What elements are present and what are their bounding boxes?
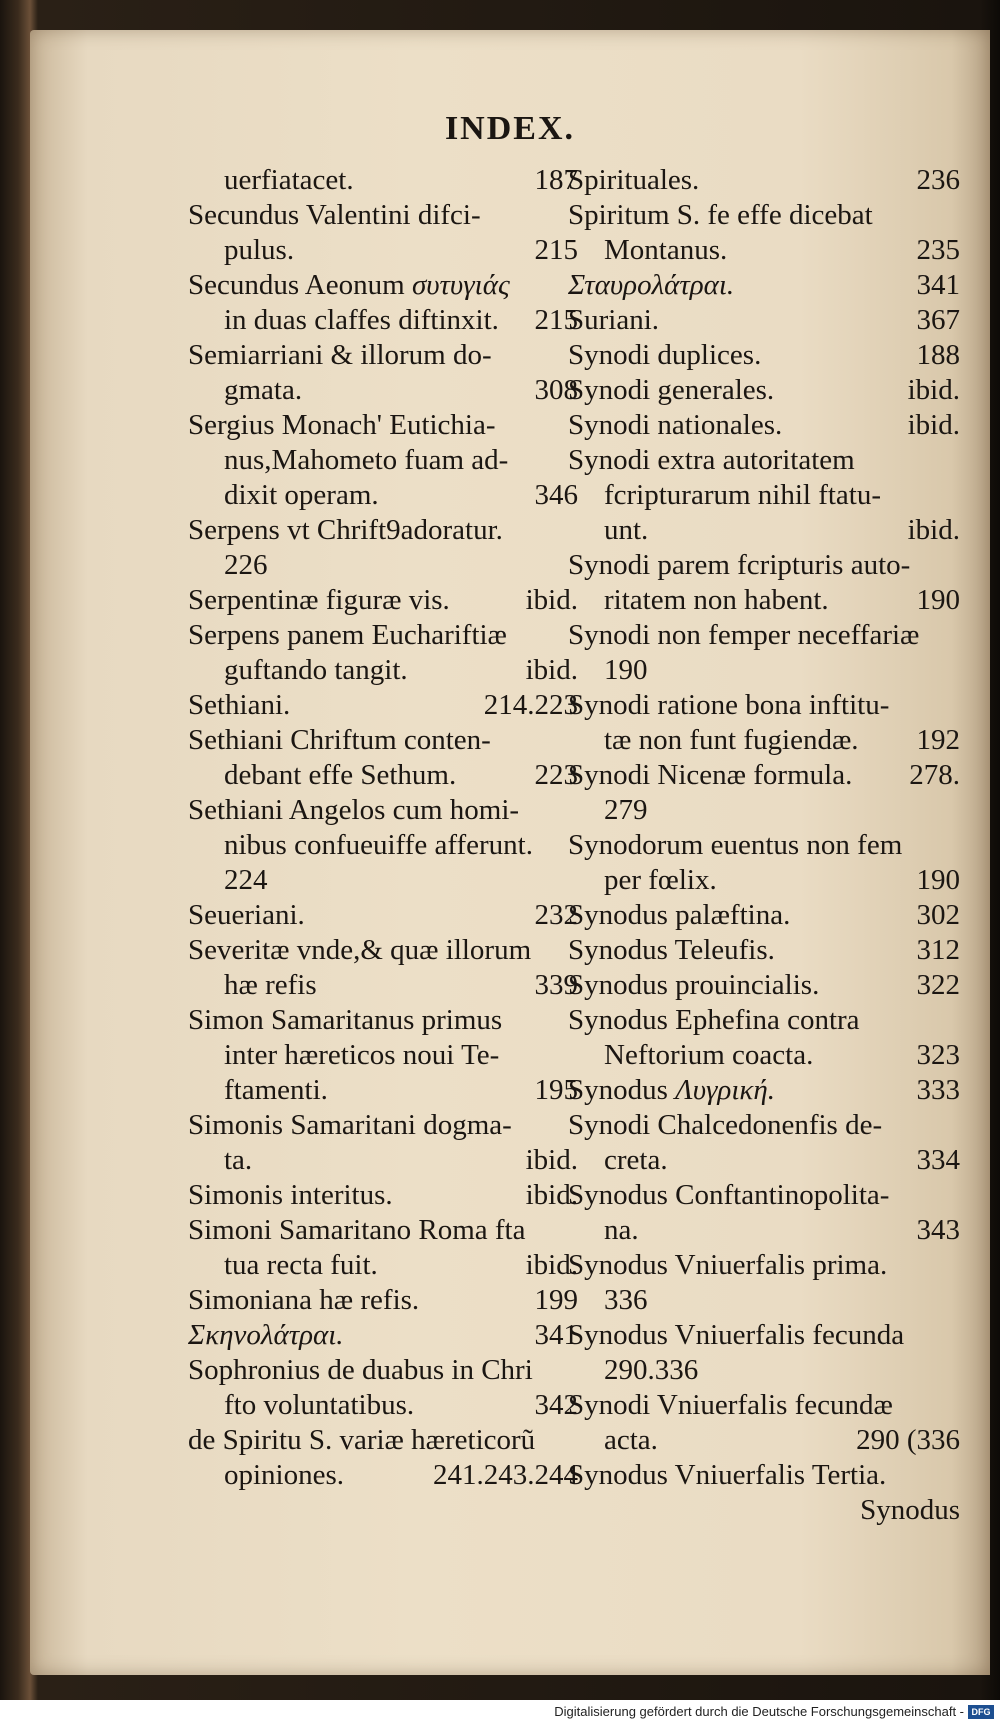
entry-text [604,1353,698,1388]
entry-page-number: 235 [916,234,960,266]
entry-label: 224 [224,864,268,896]
entry-page-number: 195 [534,1074,578,1106]
index-entry [568,198,960,233]
entry-text [604,793,648,828]
entry-page-number: 308 [534,374,578,406]
index-entry [188,443,578,478]
entry-label: gmata. [224,374,303,406]
entry-label: 336 [604,1284,648,1316]
entry-label: Montanus. [604,234,728,266]
entry-label: Synodus Conftantinopolita- [568,1179,890,1211]
page-title: INDEX. [444,110,576,147]
index-entry [568,1073,960,1108]
index-entry [568,758,960,793]
entry-text [568,1458,886,1493]
index-entry [568,1423,960,1458]
entry-text [568,443,855,478]
index-entry [188,1318,578,1353]
entry-label: guftando tangit. [224,654,408,686]
entry-page-number: 341 [534,1319,578,1351]
entry-text [188,933,531,968]
entry-label: Semiarriani & illorum do- [188,339,492,371]
index-entry [568,373,960,408]
entry-text [568,1318,904,1353]
entry-label: 279 [604,794,648,826]
index-entry [568,338,960,373]
index-entry [188,1248,578,1283]
index-entry [568,1003,960,1038]
entry-text [188,268,510,303]
entry-text [224,443,508,478]
entry-page-number: 323 [916,1039,960,1071]
index-entry [188,1108,578,1143]
entry-text [188,1178,393,1213]
entry-label: dixit operam. [224,479,379,511]
entry-label: Suriani. [568,304,660,336]
entry-text [224,1458,344,1493]
entry-label: ftamenti. [224,1074,328,1106]
entry-text [188,793,519,828]
entry-label: fcripturarum nihil ftatu- [604,479,882,511]
entry-text [604,723,859,758]
entry-page-number: 214.223 [483,689,578,721]
entry-label: Sophronius de duabus in Chri [188,1354,533,1386]
entry-text [604,233,727,268]
entry-text [224,1073,328,1108]
entry-label: ta. [224,1144,253,1176]
entry-text [604,1038,813,1073]
entry-page-number: 334 [916,1144,960,1176]
entry-text [568,898,790,933]
entry-text [188,898,305,933]
entry-label: Synodus palæftina. [568,899,791,931]
entry-label: Simon Samaritanus primus [188,1004,503,1036]
index-entry [568,268,960,303]
index-entry [568,1143,960,1178]
entry-page-number: 290 (336 [856,1424,960,1456]
entry-label: nibus confueuiffe afferunt. [224,829,533,861]
entry-text [224,653,408,688]
index-entry [188,758,578,793]
entry-label: in duas claffes diftinxit. [224,304,499,336]
index-entry [188,1458,578,1493]
entry-text [568,1178,889,1213]
index-entry [568,1178,960,1213]
index-entry [188,1388,578,1423]
entry-label: Simoni Samaritano Roma fta [188,1214,526,1246]
index-entry [188,163,578,198]
entry-page-number: ibid. [525,654,578,686]
entry-text [224,758,456,793]
index-entry [568,163,960,198]
index-entry [188,1143,578,1178]
entry-label: hæ refis [224,969,317,1001]
index-entry [188,1003,578,1038]
entry-page-number: 346 [534,479,578,511]
index-entry [188,863,578,898]
entry-label: Spiritum S. fe effe dicebat [568,199,873,231]
entry-text [224,233,294,268]
catchword-row [568,1493,960,1528]
entry-label: Serpentinæ figuræ vis. [188,584,450,616]
entry-text [224,163,354,198]
entry-page-number: 322 [916,969,960,1001]
entry-page-number: 215 [534,234,578,266]
index-entry [568,688,960,723]
entry-text [604,1283,648,1318]
entry-text [604,583,829,618]
entry-text [224,373,302,408]
index-entry [188,933,578,968]
entry-text [604,1213,639,1248]
entry-text [604,653,648,688]
entry-label: Synodus [568,1074,668,1106]
entry-text [188,618,507,653]
entry-label: Synodi parem fcripturis auto- [568,549,911,581]
entry-label: Simoniana hæ refis. [188,1284,420,1316]
entry-text [224,303,499,338]
entry-text [224,968,317,1003]
entry-page-number: 188 [916,339,960,371]
index-entry [568,1038,960,1073]
entry-label: Synodus Teleufis. [568,934,775,966]
entry-label: debant effe Sethum. [224,759,457,791]
entry-text [568,618,919,653]
entry-page-number: 343 [916,1214,960,1246]
index-entry [568,513,960,548]
entry-text [224,1388,414,1423]
entry-text [188,723,491,758]
entry-text [188,198,481,233]
index-entry [568,478,960,513]
entry-text [568,268,734,303]
index-entry [568,583,960,618]
entry-label: Sethiani Chriftum conten- [188,724,491,756]
entry-page-number: ibid. [525,1144,578,1176]
entry-text [188,1318,344,1353]
index-right-column [568,163,960,1528]
dfg-logo: DFG [968,1705,994,1719]
index-entry [188,233,578,268]
entry-label: Synodi ratione bona inftitu- [568,689,890,721]
entry-label: creta. [604,1144,668,1176]
entry-text [188,1283,419,1318]
entry-label: Synodi non femper neceffariæ [568,619,920,651]
entry-text [224,478,379,513]
entry-text [604,863,717,898]
entry-label: Synodi Chalcedonenfis de- [568,1109,883,1141]
entry-page-number: ibid. [907,374,960,406]
index-entry [188,303,578,338]
entry-text [568,1073,775,1108]
entry-page-number: 192 [916,724,960,756]
entry-label: Synodus Vniuerfalis fecunda [568,1319,905,1351]
index-entry [568,1213,960,1248]
entry-label: Secundus Aeonum [188,269,405,301]
index-entry [568,443,960,478]
entry-page-number: 232 [534,899,578,931]
entry-page-number: ibid. [907,514,960,546]
index-entry [568,968,960,1003]
index-entry [188,1283,578,1318]
entry-label: Synodus Vniuerfalis Tertia. [568,1459,887,1491]
index-entry [568,408,960,443]
entry-label: 226 [224,549,268,581]
index-entry [188,968,578,1003]
entry-text [568,338,761,373]
entry-text [568,1248,887,1283]
index-entry [568,1458,960,1493]
entry-page-number: 190 [916,864,960,896]
entry-label: Secundus Valentini difci- [188,199,481,231]
entry-page-number: 187 [534,164,578,196]
index-entry [188,898,578,933]
entry-text [568,373,774,408]
entry-text [568,408,782,443]
index-entry [568,723,960,758]
entry-label: Serpens vt Chrift9adoratur. [188,514,503,546]
entry-label: nus,Mahometo fuam ad- [224,444,509,476]
index-entry [568,1283,960,1318]
entry-page-number: 215 [534,304,578,336]
entry-label: Synodi duplices. [568,339,762,371]
entry-label: ritatem non habent. [604,584,829,616]
entry-label: Synodorum euentus non fem [568,829,903,861]
entry-greek-term: Σκηνολάτραι. [188,1319,344,1351]
entry-text [568,548,910,583]
entry-text [568,1003,860,1038]
entry-page-number: 302 [916,899,960,931]
entry-label: Synodi nationales. [568,409,783,441]
index-entry [568,898,960,933]
entry-label: inter hæreticos noui Te- [224,1039,500,1071]
index-entry [568,303,960,338]
entry-greek-term: Λυγρική. [675,1074,775,1106]
entry-label: Synodus Ephefina contra [568,1004,860,1036]
index-entry [568,1108,960,1143]
entry-label: na. [604,1214,639,1246]
index-entry [188,548,578,583]
entry-page-number: ibid. [525,1249,578,1281]
entry-page-number: ibid. [907,409,960,441]
entry-page-number: 199 [534,1284,578,1316]
entry-label: Synodus prouincialis. [568,969,820,1001]
entry-text [188,1003,502,1038]
entry-label: acta. [604,1424,658,1456]
entry-text [568,163,699,198]
index-entry [568,618,960,653]
entry-page-number: 333 [916,1074,960,1106]
entry-label: Sethiani. [188,689,291,721]
entry-label: Synodus Vniuerfalis prima. [568,1249,888,1281]
entry-text [224,863,268,898]
index-entry [568,793,960,828]
entry-text [568,1108,882,1143]
entry-text [568,1388,893,1423]
catchword: Synodus [860,1494,960,1526]
entry-label: pulus. [224,234,295,266]
entry-greek-term: συτυγιάς [411,269,510,301]
entry-text [224,548,268,583]
entry-text [604,478,881,513]
entry-text [224,1143,252,1178]
entry-label: 190 [604,654,648,686]
index-entry [188,828,578,863]
entry-text [224,1038,499,1073]
entry-label: Synodi extra autoritatem [568,444,855,476]
index-entry [188,723,578,758]
entry-label: Spirituales. [568,164,700,196]
index-entry [568,1388,960,1423]
entry-label: de Spiritu S. variæ hæreticorũ [188,1424,536,1456]
index-entry [568,828,960,863]
entry-label: Sethiani Angelos cum homi- [188,794,520,826]
entry-text [568,758,852,793]
index-entry [568,1353,960,1388]
digitization-footer [0,1700,1000,1724]
entry-label: Synodi Nicenæ formula. [568,759,853,791]
entry-label: Synodi Vniuerfalis fecundæ [568,1389,893,1421]
entry-label: uerfiatacet. [224,164,354,196]
entry-text [188,583,450,618]
entry-label: 290.336 [604,1354,699,1386]
entry-text [604,1423,658,1458]
index-entry [188,1073,578,1108]
entry-text [188,1423,535,1458]
entry-text [188,1353,533,1388]
entry-page-number: 312 [916,934,960,966]
entry-page-number: 236 [916,164,960,196]
entry-label: Neftorium coacta. [604,1039,814,1071]
index-entry [568,233,960,268]
entry-text [188,513,503,548]
entry-label: Simonis Samaritani dogma- [188,1109,512,1141]
index-entry [188,1038,578,1073]
entry-text [568,303,659,338]
entry-page-number: 241.243.244 [433,1459,578,1491]
entry-label: Sergius Monach' Eutichia- [188,409,496,441]
entry-label: Serpens panem Euchariftiæ [188,619,507,651]
entry-text [568,933,775,968]
index-entry [188,408,578,443]
entry-label: Seueriani. [188,899,305,931]
entry-page-number: ibid. [525,584,578,616]
entry-text [224,1248,378,1283]
footer-text: Digitalisierung gefördert durch die Deutsche Forschungsgemeinschaft - [554,1704,964,1719]
entry-label: unt. [604,514,649,546]
entry-page-number: 342 [534,1389,578,1421]
entry-text [188,1213,525,1248]
index-entry [568,653,960,688]
index-entry [568,1318,960,1353]
entry-text [604,513,648,548]
index-entry [188,688,578,723]
entry-page-number: 339 [534,969,578,1001]
entry-greek-term: Σταυρολάτραι. [568,269,735,301]
index-entry [568,1248,960,1283]
index-entry [188,1213,578,1248]
index-left-column [188,163,578,1493]
index-entry [568,863,960,898]
entry-label: Simonis interitus. [188,1179,393,1211]
entry-page-number: ibid. [525,1179,578,1211]
entry-text [568,688,889,723]
index-entry [188,268,578,303]
index-entry [188,1353,578,1388]
entry-text [224,828,533,863]
index-entry [188,1178,578,1213]
entry-page-number: 367 [916,304,960,336]
entry-page-number: 190 [916,584,960,616]
entry-text [568,198,873,233]
index-entry [188,583,578,618]
entry-page-number: 341 [916,269,960,301]
entry-page-number: 278. [909,759,960,791]
index-entry [188,793,578,828]
entry-label: tæ non funt fugiendæ. [604,724,859,756]
index-page [30,30,990,1675]
entry-label: per fœlix. [604,864,717,896]
entry-label: fto voluntatibus. [224,1389,415,1421]
entry-text [568,828,902,863]
entry-text [188,408,496,443]
index-entry [188,373,578,408]
index-entry [188,478,578,513]
entry-label: opiniones. [224,1459,345,1491]
index-entry [188,653,578,688]
index-entry [188,1423,578,1458]
entry-label: Synodi generales. [568,374,775,406]
entry-page-number: 223 [534,759,578,791]
index-entry [188,618,578,653]
entry-text [568,968,819,1003]
index-entry [188,198,578,233]
index-entry [188,338,578,373]
entry-label: Severitæ vnde,& quæ illorum [188,934,532,966]
index-entry [568,933,960,968]
index-entry [568,548,960,583]
entry-text [188,688,290,723]
entry-text [188,338,492,373]
entry-text [604,1143,668,1178]
entry-text [188,1108,512,1143]
index-entry [188,513,578,548]
entry-label: tua recta fuit. [224,1249,378,1281]
